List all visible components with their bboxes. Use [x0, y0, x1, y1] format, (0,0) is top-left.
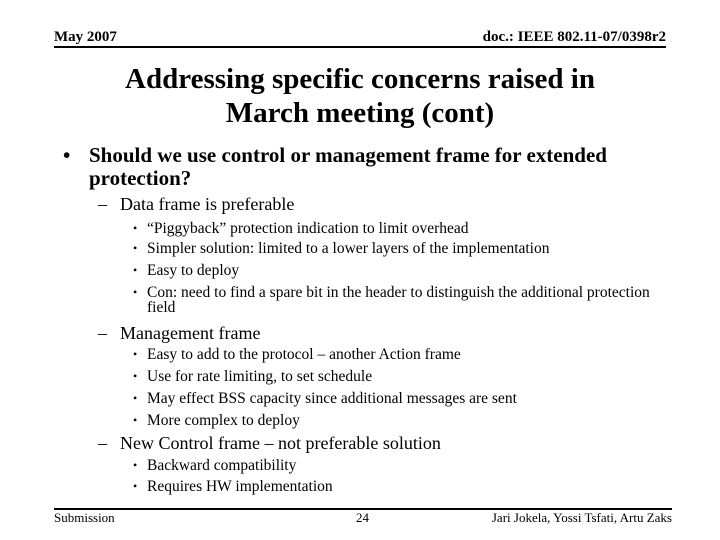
slide-title: [0, 62, 720, 130]
bullet-icon: •: [133, 285, 138, 299]
list-item-text: Con: need to find a spare bit in the header to distinguish the additional protection field: [147, 284, 650, 316]
bullet-icon: •: [133, 369, 138, 383]
header-doc-id: doc.: IEEE 802.11-07/0398r2: [482, 29, 666, 45]
bullet-icon: •: [63, 143, 71, 167]
slide-title-line-1: Addressing specific concerns raised in: [125, 63, 595, 95]
slide-title-line-2: March meeting (cont): [225, 97, 495, 129]
section-heading: New Control frame – not preferable solution: [120, 433, 441, 453]
bullet-icon: •: [133, 263, 138, 277]
list-item-text: Easy to add to the protocol – another Action frame: [147, 346, 461, 363]
bullet-icon: •: [133, 391, 138, 405]
page-number: 24: [356, 510, 369, 525]
bullet-icon: •: [133, 347, 138, 361]
bullet-icon: •: [133, 479, 138, 493]
section-heading: Data frame is preferable: [120, 194, 295, 214]
bullet-icon: •: [133, 221, 138, 235]
bullet-icon: •: [133, 241, 138, 255]
list-item-text: “Piggyback” protection indication to limit overhead: [147, 220, 469, 237]
list-item-text: Use for rate limiting, to set schedule: [147, 368, 373, 385]
bullet-icon: •: [133, 413, 138, 427]
list-item-text: Simpler solution: limited to a lower layers of the implementation: [147, 240, 550, 257]
bullet-icon: •: [133, 458, 138, 472]
dash-icon: –: [98, 323, 107, 343]
list-item-text: Requires HW implementation: [147, 478, 333, 495]
main-bullet-text: Should we use control or management frame for extended protection?: [89, 143, 607, 190]
list-item-text: May effect BSS capacity since additional messages are sent: [147, 390, 517, 407]
header-divider: [54, 46, 666, 48]
section-heading: Management frame: [120, 323, 261, 343]
list-item-text: More complex to deploy: [147, 412, 300, 429]
header-date: May 2007: [54, 29, 117, 45]
footer-authors: Jari Jokela, Yossi Tsfati, Artu Zaks: [491, 510, 672, 525]
footer-submission: Submission: [54, 510, 115, 525]
list-item-text: Easy to deploy: [147, 262, 240, 279]
list-item-text: Backward compatibility: [147, 457, 297, 474]
dash-icon: –: [98, 194, 107, 214]
dash-icon: –: [98, 433, 107, 453]
